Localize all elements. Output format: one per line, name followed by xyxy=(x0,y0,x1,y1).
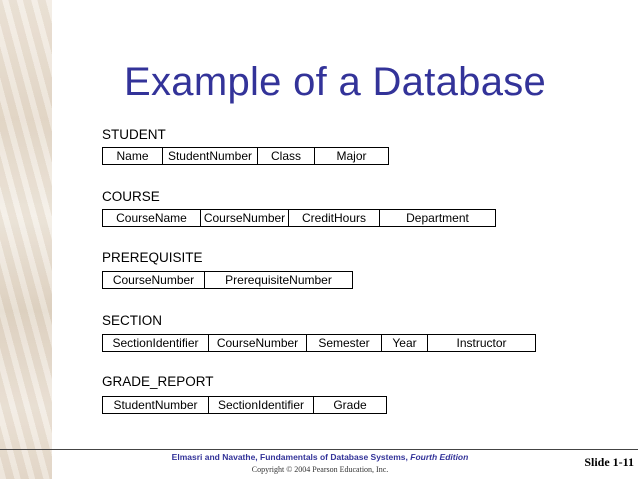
attribute-cell: StudentNumber xyxy=(103,397,209,413)
table-name-section: SECTION xyxy=(102,313,163,328)
footer-edition: Fourth Edition xyxy=(410,452,469,462)
slide-number: Slide 1-11 xyxy=(584,455,634,469)
attribute-cell: SectionIdentifier xyxy=(209,397,314,413)
attribute-cell: Class xyxy=(258,148,315,164)
schema-row-student xyxy=(102,147,389,165)
attribute-cell: CourseNumber xyxy=(201,210,289,226)
schema-row-prerequisite xyxy=(102,271,353,289)
schema-row-course xyxy=(102,209,496,227)
attribute-cell: Major xyxy=(336,149,367,163)
table-name-course: COURSE xyxy=(102,189,160,204)
attribute-cell: CourseNumber xyxy=(103,272,205,288)
table-name-prerequisite: PREREQUISITE xyxy=(102,250,203,265)
attribute-cell: Grade xyxy=(333,398,367,412)
footer-book-title: Elmasri and Navathe, Fundamentals of Database Systems, xyxy=(171,452,408,462)
attribute-cell: SectionIdentifier xyxy=(103,335,209,351)
footer-copyright: Copyright © 2004 Pearson Education, Inc. xyxy=(251,465,389,474)
footer-book-citation xyxy=(160,452,480,462)
attribute-cell: Name xyxy=(103,148,163,164)
table-name-grade-report: GRADE_REPORT xyxy=(102,374,214,389)
attribute-cell: CourseNumber xyxy=(209,335,307,351)
attribute-cell: Semester xyxy=(307,335,382,351)
attribute-cell: Department xyxy=(406,211,469,225)
attribute-cell: CourseName xyxy=(103,210,201,226)
decorative-side-strip xyxy=(0,0,52,479)
attribute-cell: CreditHours xyxy=(289,210,380,226)
attribute-cell: Instructor xyxy=(456,336,507,350)
attribute-cell: StudentNumber xyxy=(163,148,258,164)
schema-row-section xyxy=(102,334,536,352)
schema-row-grade-report xyxy=(102,396,387,414)
footer-divider xyxy=(0,449,638,450)
attribute-cell: Year xyxy=(382,335,428,351)
table-name-student: STUDENT xyxy=(102,127,166,142)
attribute-cell: PrerequisiteNumber xyxy=(225,273,332,287)
slide-title: Example of a Database xyxy=(124,60,547,104)
